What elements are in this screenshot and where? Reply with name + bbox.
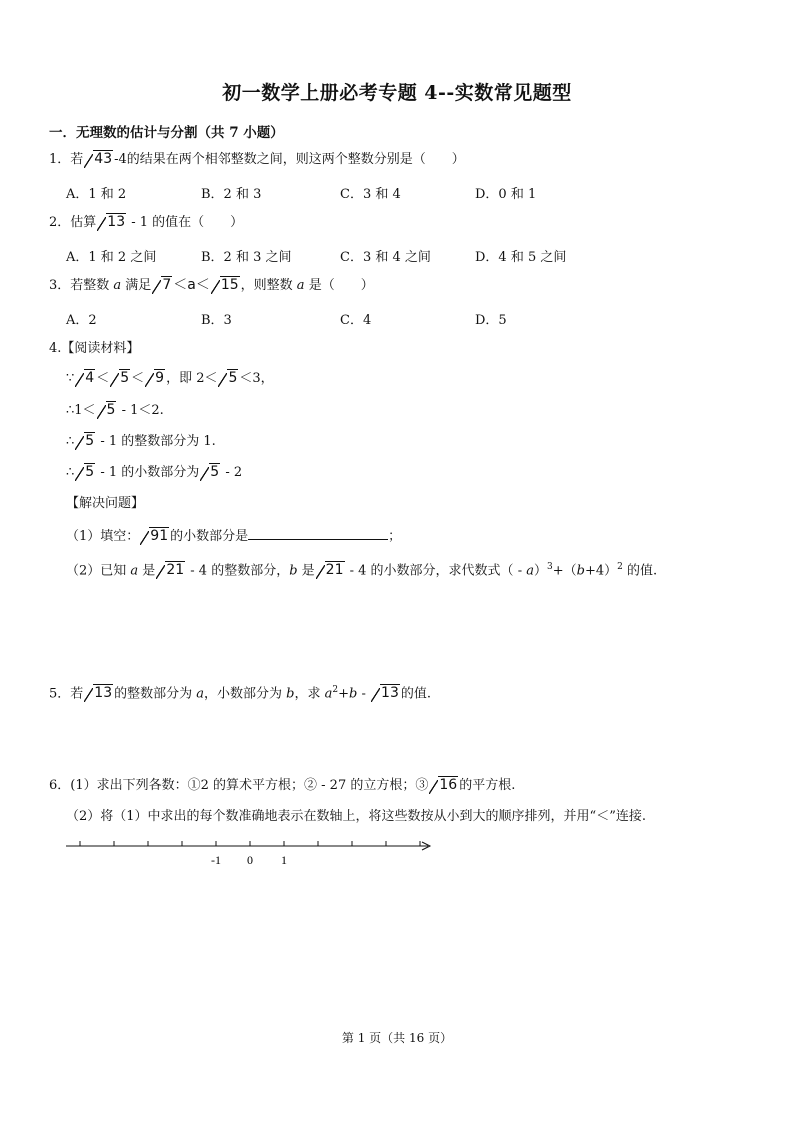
sqrt-sign — [211, 276, 240, 295]
var-b: b — [576, 563, 585, 579]
axis-label-1: 1 — [281, 853, 287, 867]
text: + — [338, 686, 350, 702]
q4-part-2 — [66, 558, 657, 580]
radicand: 16 — [439, 777, 458, 793]
q1-post: -4的结果在两个相邻整数之间，则这两个整数分别是（ ） — [114, 152, 465, 167]
var-b: b — [289, 563, 298, 579]
text: - — [357, 686, 371, 702]
q4-reading-line-4 — [66, 463, 242, 482]
sqrt-sign — [371, 684, 400, 703]
q2-option-d: D．4 和 5 之间 — [475, 250, 567, 265]
var-a: a — [113, 278, 122, 293]
radicand: 5 — [228, 370, 238, 386]
q3-option-d: D．5 — [475, 313, 507, 328]
text: 的小数部分是 — [170, 529, 249, 544]
page-footer: 第 1 页（共 16 页） — [341, 1031, 453, 1045]
question-6-part-2: （2）将（1）中求出的每个数准确地表示在数轴上，将这些数按从小到大的顺序排列，并用“＜”连接. — [66, 809, 646, 824]
sqrt-sign — [200, 463, 220, 482]
question-2 — [49, 213, 243, 232]
text: - 1 的小数部分为 — [96, 465, 200, 480]
sqrt-sign — [218, 369, 238, 388]
radicand: 21 — [325, 562, 344, 579]
text: ∴ — [66, 434, 75, 449]
question-5 — [49, 681, 431, 703]
axis-ticks — [80, 841, 420, 846]
radicand: 43 — [94, 151, 113, 167]
sqrt-sign — [152, 276, 172, 295]
text: - 1＜2. — [117, 403, 164, 418]
sqrt-sign — [156, 561, 185, 580]
text: 是 — [297, 563, 315, 579]
text: ，小数部分为 — [204, 686, 287, 702]
text: ∵ — [66, 371, 75, 386]
sqrt-sign — [97, 401, 117, 420]
sqrt-sign — [140, 527, 169, 546]
var-a: a — [526, 563, 534, 579]
answer-blank[interactable] — [248, 527, 388, 540]
q4-reading-line-1 — [66, 369, 274, 388]
sqrt-sign — [75, 463, 95, 482]
q1-option-d: D．0 和 1 — [475, 187, 537, 202]
q3-option-b: B．3 — [201, 313, 232, 328]
question-1 — [49, 150, 465, 169]
sqrt-sign — [97, 213, 126, 232]
text: - 4 的整数部分， — [186, 563, 290, 579]
q2-option-a: A．1 和 2 之间 — [66, 250, 157, 265]
q3-option-c: C．4 — [340, 313, 372, 328]
radicand: 21 — [166, 562, 185, 579]
text: 的平方根. — [459, 778, 516, 793]
section-heading: 一．无理数的估计与分割（共 7 小题） — [49, 125, 284, 141]
var-a: a — [296, 278, 305, 293]
radicand: 5 — [85, 464, 95, 480]
radicand: 13 — [94, 685, 113, 702]
q3-option-a: A．2 — [66, 313, 97, 328]
q2-post: - 1 的值在（ ） — [127, 215, 244, 230]
radicand: 91 — [150, 528, 169, 544]
sqrt-sign — [75, 432, 95, 451]
q3-mid2: ＜a＜ — [173, 277, 210, 293]
question-3 — [49, 276, 374, 295]
text: +（ — [552, 563, 577, 579]
radicand: 7 — [162, 277, 172, 293]
q2-option-b: B．2 和 3 之间 — [201, 250, 292, 265]
text: ； — [388, 529, 402, 544]
text: ＜ — [96, 371, 110, 386]
sqrt-sign — [84, 684, 113, 703]
sqrt-sign — [429, 776, 458, 795]
text: （1）填空： — [66, 529, 140, 544]
text: ） — [533, 563, 547, 579]
text: 5．若 — [49, 686, 84, 702]
text: +4） — [584, 563, 618, 579]
var-a: a — [324, 686, 333, 702]
text: ＜ — [131, 371, 145, 386]
radicand: 5 — [120, 370, 130, 386]
page-title: 初一数学上册必考专题 4--实数常见题型 — [222, 82, 572, 104]
text: 的整数部分为 — [114, 686, 197, 702]
q3-mid3: ，则整数 — [240, 278, 297, 293]
text: ，求 — [294, 686, 325, 702]
text: （2）已知 — [66, 563, 131, 579]
q3-mid1: 满足 — [121, 278, 152, 293]
sqrt-sign — [316, 561, 345, 580]
text: 的值. — [622, 563, 658, 579]
text: - 1 的整数部分为 1. — [96, 434, 216, 449]
exponent: 3 — [547, 562, 553, 572]
axis-label-0: 0 — [247, 853, 253, 867]
text: 是 — [138, 563, 156, 579]
radicand: 5 — [210, 464, 220, 480]
sqrt-sign — [84, 150, 113, 169]
radicand: 4 — [85, 370, 95, 386]
text: - 2 — [221, 465, 243, 480]
exponent: 2 — [617, 562, 623, 572]
sqrt-sign — [110, 369, 130, 388]
text: ，即 2＜ — [166, 371, 218, 386]
radicand: 5 — [106, 402, 116, 418]
sqrt-sign — [145, 369, 165, 388]
question-6-part-1 — [49, 776, 515, 795]
text: ∴ — [66, 465, 75, 480]
var-b: b — [349, 686, 358, 702]
sqrt-sign — [75, 369, 95, 388]
axis-label-neg1: -1 — [211, 853, 221, 867]
q4-reading-line-3 — [66, 432, 216, 451]
q2-option-c: C．3 和 4 之间 — [340, 250, 431, 265]
q4-reading-line-2 — [66, 401, 164, 420]
text: ∴1＜ — [66, 403, 96, 418]
q3-post: 是（ ） — [304, 278, 374, 293]
q4-heading: 4.【阅读材料】 — [49, 341, 140, 356]
exponent: 2 — [332, 685, 339, 695]
radicand: 13 — [107, 214, 126, 230]
q1-option-c: C．3 和 4 — [340, 187, 401, 202]
radicand: 9 — [155, 370, 165, 386]
text: - 4 的小数部分，求代数式（ - — [345, 563, 527, 579]
text: 6．(1）求出下列各数：①2 的算术平方根；② - 27 的立方根；③ — [49, 778, 429, 793]
radicand: 13 — [381, 685, 399, 702]
q1-option-a: A．1 和 2 — [66, 187, 127, 202]
q3-pre: 3．若整数 — [49, 278, 114, 293]
q4-solve-heading: 【解决问题】 — [66, 496, 145, 511]
number-line — [66, 836, 438, 870]
var-a: a — [196, 686, 205, 702]
q2-pre: 2．估算 — [49, 215, 97, 230]
radicand: 15 — [220, 277, 239, 293]
radicand: 5 — [85, 433, 95, 449]
q4-part-1 — [66, 527, 401, 546]
text: 的值. — [400, 686, 431, 702]
q1-option-b: B．2 和 3 — [201, 187, 262, 202]
text: ＜3， — [239, 371, 274, 386]
var-b: b — [286, 686, 295, 702]
q1-pre: 1．若 — [49, 152, 84, 167]
var-a: a — [130, 563, 139, 579]
